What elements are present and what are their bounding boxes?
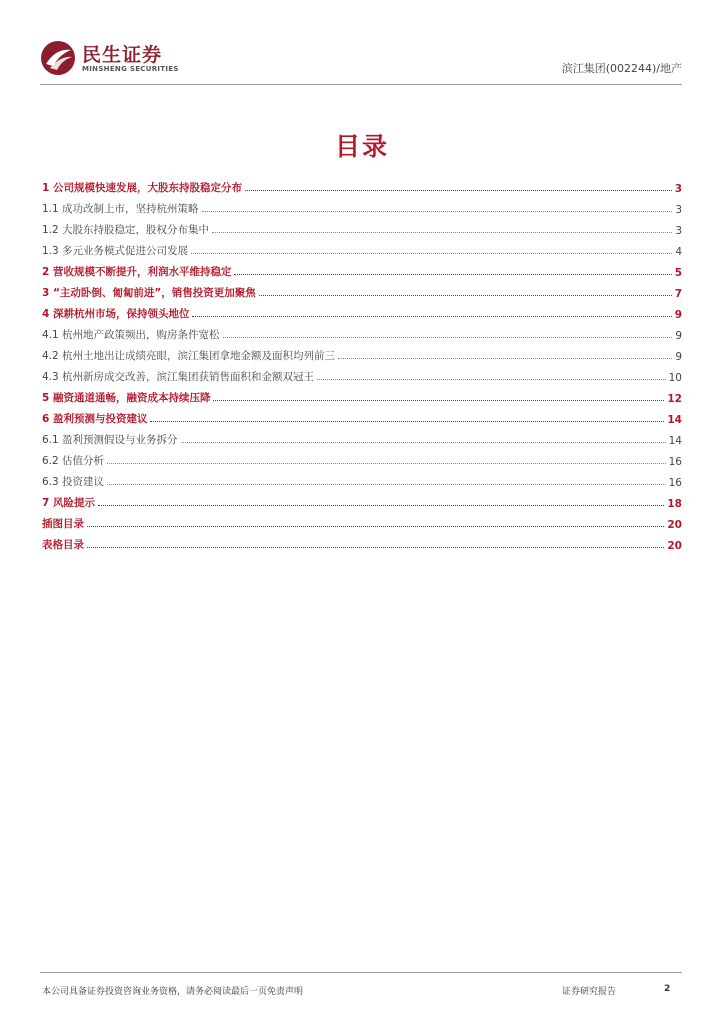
toc-entry-label: 表格目录	[42, 539, 84, 551]
company-logo	[40, 36, 240, 80]
toc-leader-dots	[150, 420, 664, 422]
toc-entry-page: 14	[668, 435, 682, 447]
toc-entry[interactable]	[42, 195, 682, 216]
toc-entry-label: 4.3 杭州新房成交改善，滨江集团获销售面积和金额双冠王	[42, 371, 315, 383]
toc-entry-page: 9	[675, 330, 682, 342]
footer-divider	[40, 972, 682, 973]
toc-entry-page: 9	[674, 309, 682, 321]
toc-entry[interactable]	[42, 384, 682, 405]
toc-entry-page: 3	[675, 225, 682, 237]
toc-entry-page: 4	[675, 246, 682, 258]
toc-entry-label: 6.3 投资建议	[42, 476, 105, 488]
toc-entry[interactable]	[42, 531, 682, 552]
toc-entry-page: 7	[674, 288, 682, 300]
footer-disclaimer: 本公司具备证券投资咨询业务资格，请务必阅读最后一页免责声明	[42, 987, 304, 997]
toc-entry-label: 6 盈利预测与投资建议	[42, 413, 148, 425]
toc-leader-dots	[223, 336, 673, 338]
toc-entry-page: 16	[668, 456, 682, 468]
toc-entry[interactable]	[42, 405, 682, 426]
toc-leader-dots	[107, 462, 666, 464]
toc-entry[interactable]	[42, 489, 682, 510]
toc-leader-dots	[213, 399, 664, 401]
toc-entry[interactable]	[42, 468, 682, 489]
toc-entry[interactable]	[42, 426, 682, 447]
toc-entry[interactable]	[42, 216, 682, 237]
toc-entry-label: 6.1 盈利预测假设与业务拆分	[42, 434, 178, 446]
toc-leader-dots	[317, 378, 666, 380]
toc-entry-label: 1 公司规模快速发展，大股东持股稳定分布	[42, 182, 242, 194]
toc-entry[interactable]	[42, 510, 682, 531]
toc-entry[interactable]	[42, 258, 682, 279]
logo-english-name: MINSHENG SECURITIES	[82, 65, 179, 73]
toc-entry-page: 10	[668, 372, 682, 384]
toc-entry[interactable]	[42, 237, 682, 258]
logo-chinese-name: 民生证券	[82, 44, 163, 66]
toc-entry[interactable]	[42, 300, 682, 321]
minsheng-logo-icon	[40, 40, 76, 76]
toc-entry-page: 16	[668, 477, 682, 489]
toc-entry-page: 20	[667, 519, 682, 531]
toc-entry-label: 4.2 杭州土地出让成绩亮眼，滨江集团拿地金额及面积均列前三	[42, 350, 336, 362]
toc-entry-page: 9	[675, 351, 682, 363]
toc-entry-page: 3	[674, 183, 682, 195]
toc-leader-dots	[107, 483, 666, 485]
toc-leader-dots	[87, 546, 664, 548]
toc-leader-dots	[98, 504, 664, 506]
toc-entry[interactable]	[42, 174, 682, 195]
toc-leader-dots	[212, 231, 672, 233]
toc-entry-page: 14	[667, 414, 682, 426]
toc-entry-label: 1.3 多元业务模式促进公司发展	[42, 245, 189, 257]
toc-leader-dots	[192, 315, 671, 317]
toc-entry-page: 3	[675, 204, 682, 216]
toc-leader-dots	[87, 525, 664, 527]
toc-title: 目录	[334, 132, 389, 161]
toc-entry-page: 5	[674, 267, 682, 279]
toc-leader-dots	[234, 273, 671, 275]
toc-entry-label: 插图目录	[42, 518, 84, 530]
toc-entry[interactable]	[42, 279, 682, 300]
toc-entry-label: 1.1 成功改制上市，坚持杭州策略	[42, 203, 199, 215]
toc-entry[interactable]	[42, 342, 682, 363]
toc-entry-label: 6.2 估值分析	[42, 455, 105, 467]
header-company-sector: 滨江集团(002244)/地产	[561, 62, 682, 75]
toc-leader-dots	[181, 441, 666, 443]
toc-leader-dots	[202, 210, 673, 212]
toc-entry-page: 18	[667, 498, 682, 510]
toc-entry-label: 5 融资通道通畅，融资成本持续压降	[42, 392, 211, 404]
toc-leader-dots	[338, 357, 672, 359]
toc-entry-label: 4 深耕杭州市场，保持领头地位	[42, 308, 190, 320]
header-divider	[40, 84, 682, 85]
toc-entry-label: 2 营收规模不断提升，利润水平维持稳定	[42, 266, 232, 278]
toc-entry[interactable]	[42, 363, 682, 384]
toc-leader-dots	[245, 189, 672, 191]
toc-entry-page: 20	[667, 540, 682, 552]
table-of-contents	[42, 174, 682, 552]
toc-entry-label: 1.2 大股东持股稳定，股权分布集中	[42, 224, 210, 236]
toc-entry[interactable]	[42, 447, 682, 468]
toc-entry-label: 4.1 杭州地产政策频出，购房条件宽松	[42, 329, 220, 341]
footer-page-number: 2	[664, 984, 671, 994]
toc-leader-dots	[259, 294, 672, 296]
toc-entry-page: 12	[667, 393, 682, 405]
toc-leader-dots	[191, 252, 672, 254]
page-header	[40, 36, 682, 84]
toc-entry[interactable]	[42, 321, 682, 342]
toc-entry-label: 3 “主动卧倒、匍匐前进”，销售投资更加聚焦	[42, 287, 256, 299]
toc-entry-label: 7 风险提示	[42, 497, 95, 509]
footer-report-type: 证券研究报告	[562, 987, 617, 997]
